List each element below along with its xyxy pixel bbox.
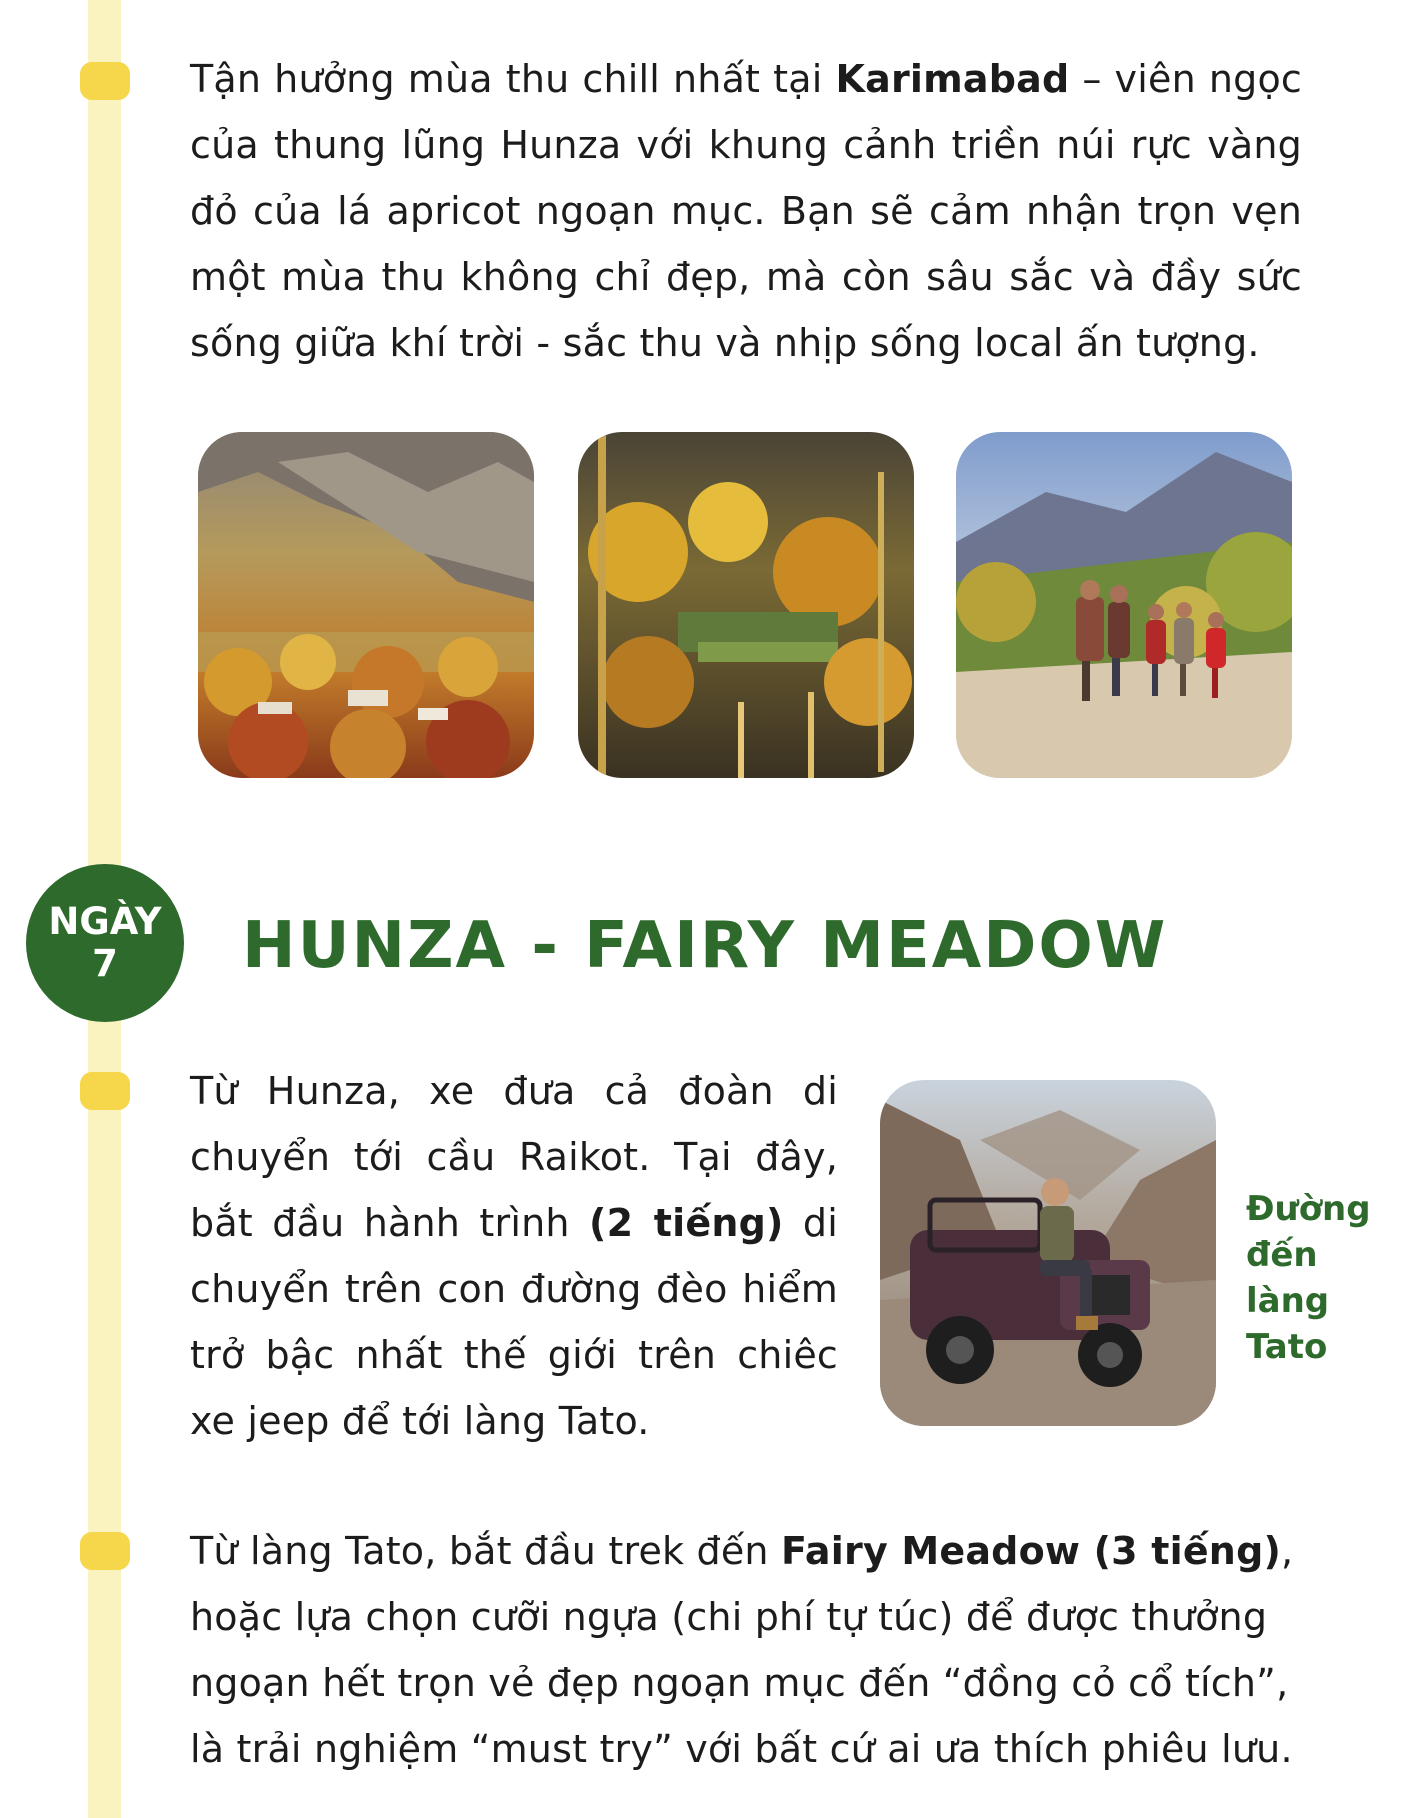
- duration-highlight: (2 tiếng): [589, 1201, 784, 1245]
- karimabad-highlight: Karimabad: [835, 57, 1070, 101]
- bullet-marker: [80, 1072, 130, 1110]
- day-badge: [26, 864, 184, 1022]
- bullet-marker: [80, 1532, 130, 1570]
- golden-poplar-terraces-photo: [578, 432, 914, 778]
- intro-paragraph: Tận hưởng mùa thu chill nhất tại Karimabad – viên ngọc của thung lũng Hunza với khung cảnh triền núi rực vàng đỏ của lá apricot ngoạn mục. Bạn sẽ cảm nhận trọn vẹn một mùa thu không chỉ đẹp, mà còn sâu sắc và đầy sức sống giữa khí trời - sắc thu và nhịp sống local ấn tượng.: [190, 57, 1302, 365]
- karimabad-valley-photo: [198, 432, 534, 778]
- village-children-photo: [956, 432, 1292, 778]
- day-badge-label: NGÀY: [48, 900, 162, 943]
- trek-paragraph: Từ làng Tato, bắt đầu trek đến Fairy Meadow (3 tiếng), hoặc lựa chọn cưỡi ngựa (chi phí tự túc) để được thưởng ngoạn hết trọn vẻ đẹp ngoạn mục đến “đồng cỏ cổ tích”, là trải nghiệm “must try” với bất cứ ai ưa thích phiêu lưu.: [190, 1529, 1294, 1771]
- bullet-marker: [80, 62, 130, 100]
- jeep-road-photo: [880, 1080, 1216, 1426]
- day-title: HUNZA - FAIRY MEADOW: [242, 909, 1168, 983]
- day-badge-number: 7: [92, 942, 118, 985]
- jeep-photo-caption: Đường đến làng Tato: [1246, 1189, 1371, 1367]
- jeep-paragraph: Từ Hunza, xe đưa cả đoàn di chuyển tới cầu Raikot. Tại đây, bắt đầu hành trình (2 tiếng) di chuyển trên con đường đèo hiểm trở bậc nhất thế giới trên chiêc xe jeep để tới làng Tato.: [190, 1069, 839, 1443]
- fairy-meadow-highlight: Fairy Meadow (3 tiếng): [781, 1529, 1282, 1573]
